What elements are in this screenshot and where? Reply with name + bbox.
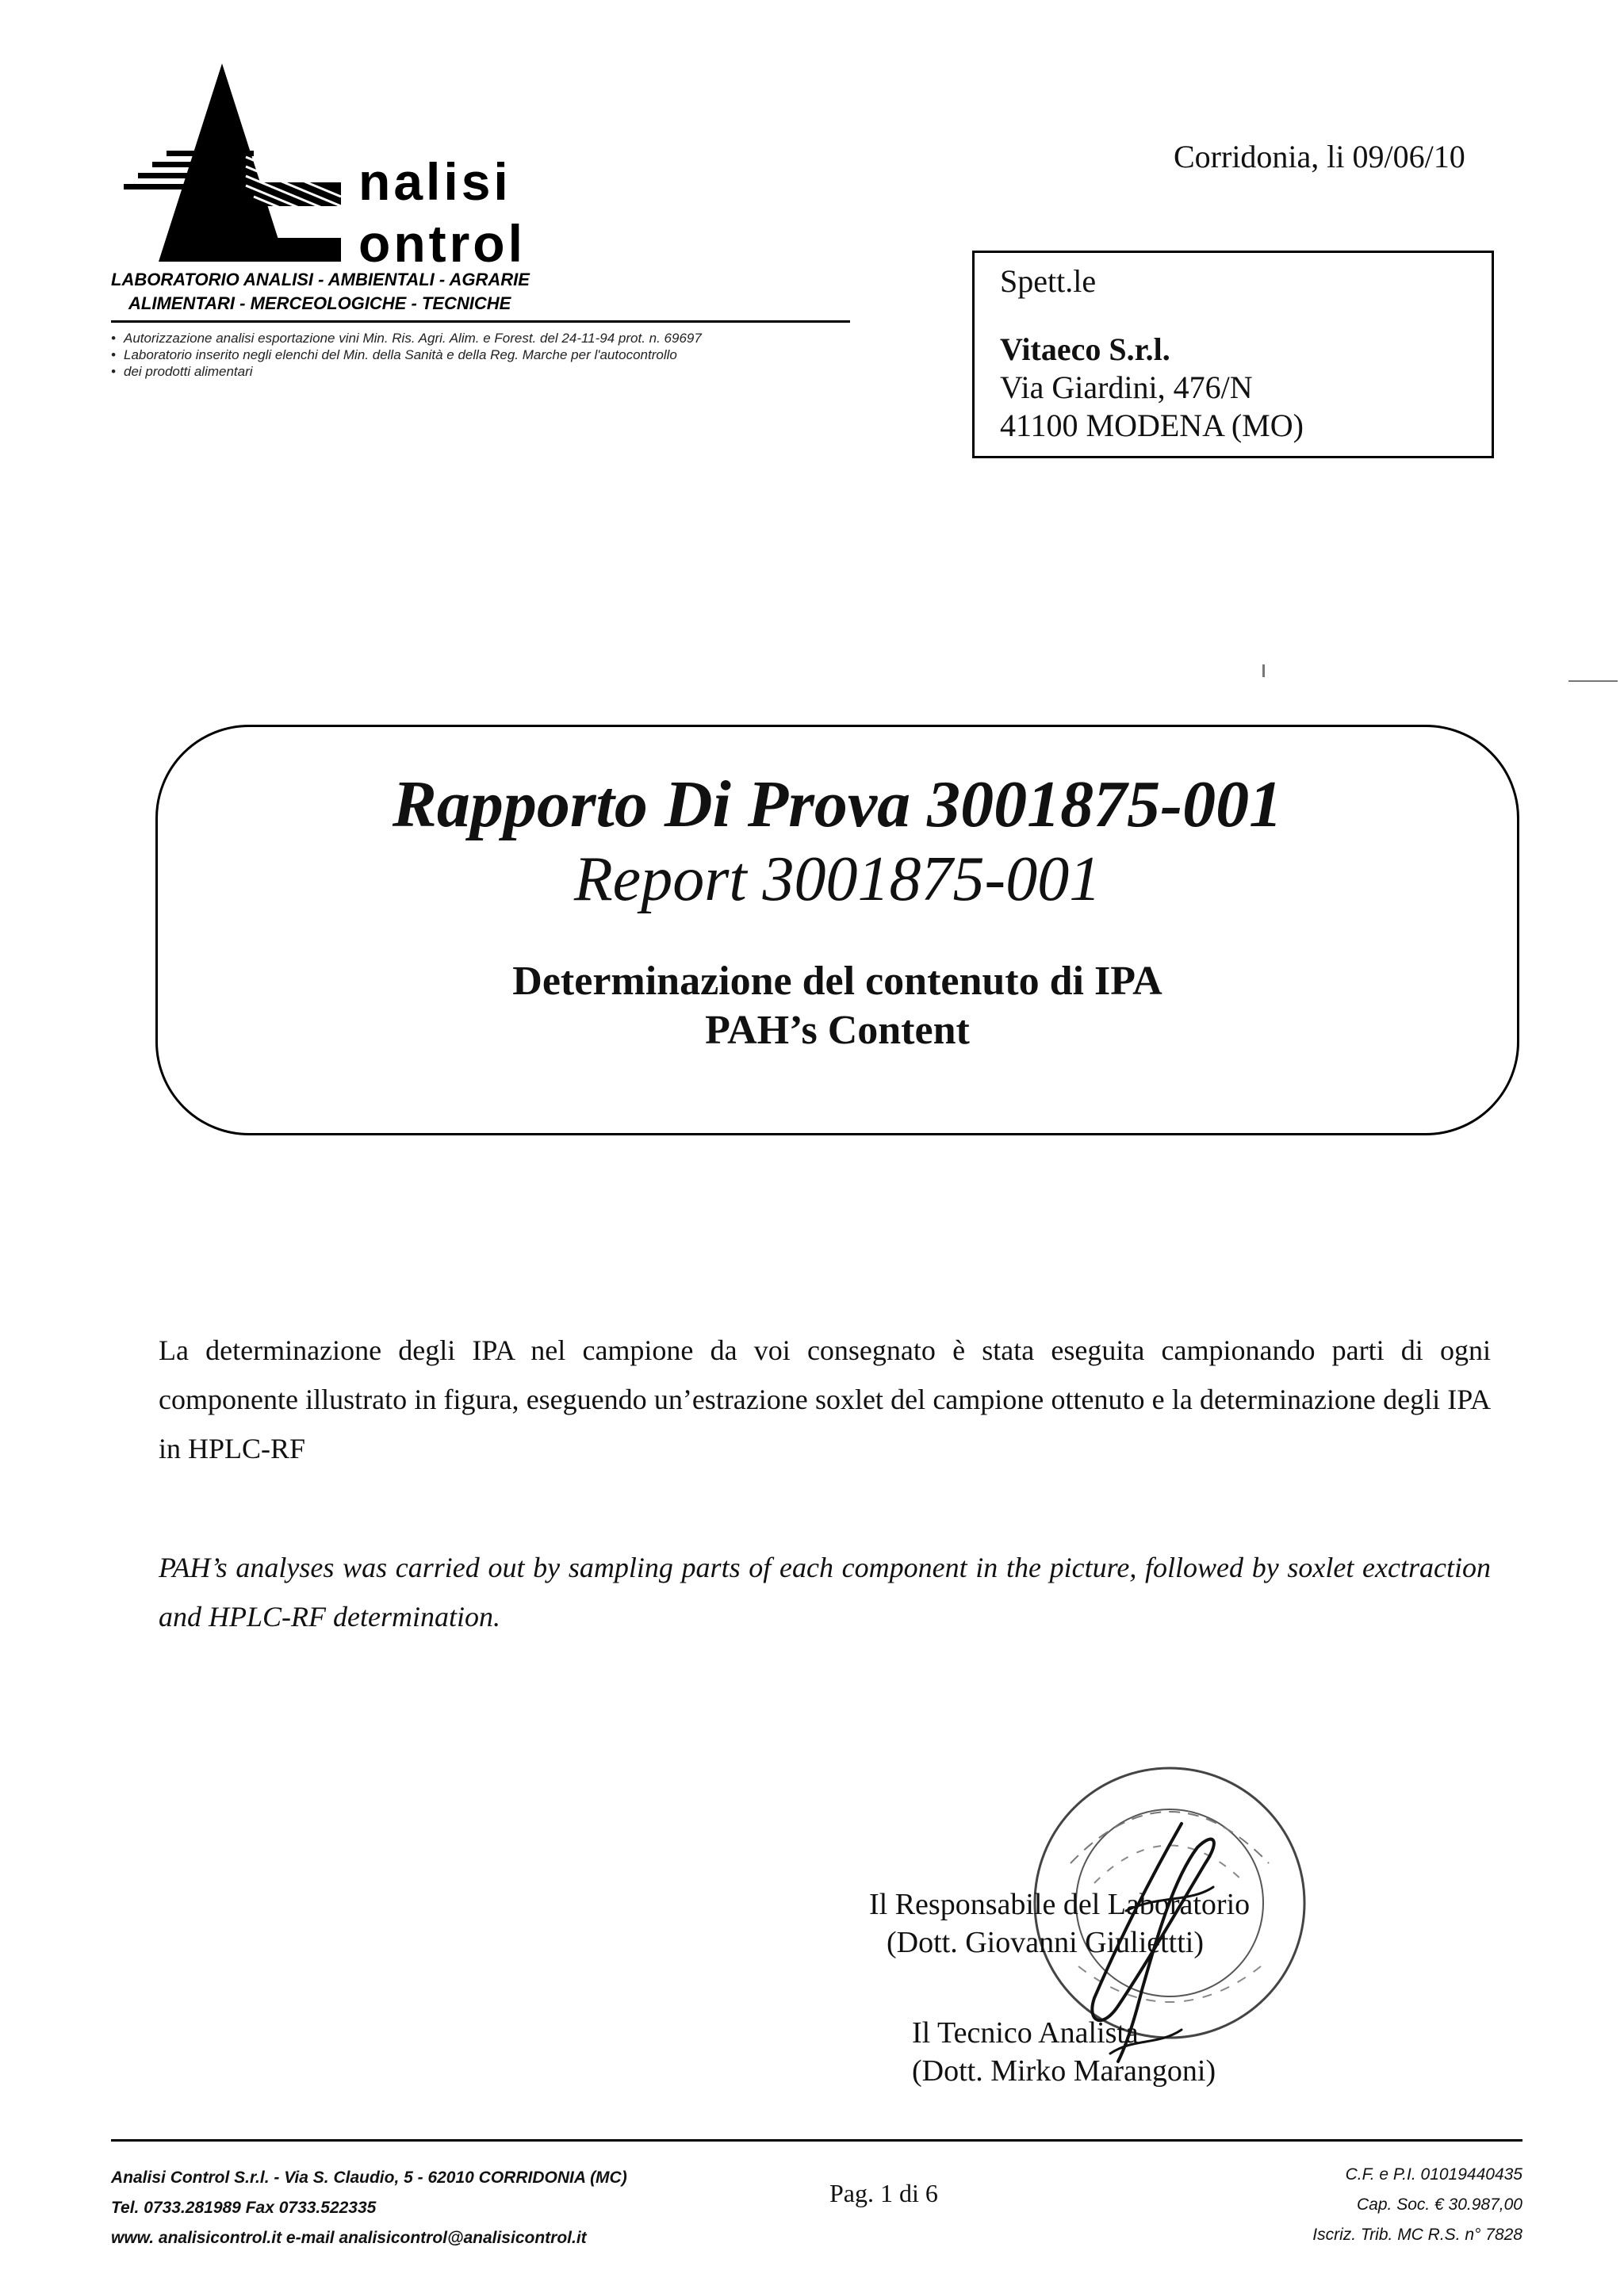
- technician-role: Il Tecnico Analista: [912, 2016, 1139, 2050]
- authorization-list: [111, 330, 872, 380]
- lab-description: [111, 268, 619, 316]
- footer-registry: Iscriz. Trib. MC R.S. n° 7828: [1312, 2226, 1522, 2244]
- footer-tax-id: C.F. e P.I. 01019440435: [1345, 2165, 1522, 2184]
- footer-company-address: Analisi Control S.r.l. - Via S. Claudio, 5 - 62010 CORRIDONIA (MC): [111, 2169, 627, 2187]
- lab-responsible-name: (Dott. Giovanni Giuliettti): [887, 1926, 1205, 1959]
- page-number: Pag. 1 di 6: [829, 2179, 938, 2207]
- method-paragraph-italian: La determinazione degli IPA nel campione da voi consegnato è stata eseguita campionando parti di ogni componente illustrato in figura, eseguendo un’estrazione soxlet del campione ottenuto e la determinazione degli IPA in HPLC-RF: [159, 1334, 1491, 1464]
- place-date: Corridonia, li 09/06/10: [1174, 139, 1465, 174]
- authorization-item: • dei prodotti alimentari: [111, 363, 872, 380]
- company-logo: [103, 63, 595, 285]
- scan-mark: [1262, 664, 1265, 677]
- footer-web-email: www. analisicontrol.it e-mail analisicontrol@analisicontrol.it: [111, 2229, 587, 2247]
- addressee-street: Via Giardini, 476/N: [1000, 369, 1253, 405]
- report-title-panel: [155, 725, 1519, 1135]
- salutation: Spett.le: [1000, 263, 1097, 299]
- lab-name-line2: ALIMENTARI - MERCEOLOGICHE - TECNICHE: [128, 293, 511, 313]
- authorization-item: • Laboratorio inserito negli elenchi del Min. della Sanità e della Reg. Marche per l'autocontrollo: [111, 346, 872, 363]
- authorization-item: • Autorizzazione analisi esportazione vini Min. Ris. Agri. Alim. e Forest. del 24-11-94 prot. n. 69697: [111, 330, 872, 346]
- addressee-city: 41100 MODENA (MO): [1000, 408, 1304, 443]
- technician-name: (Dott. Mirko Marangoni): [912, 2054, 1216, 2088]
- logo-text-line2: ontrol: [358, 214, 526, 273]
- report-subtitle-english: PAH’s Content: [705, 1008, 970, 1053]
- footer-divider: [111, 2139, 1522, 2142]
- method-paragraph-english: PAH’s analyses was carried out by sampling parts of each component in the picture, followed by soxlet exctraction and HPLC-RF determination.: [159, 1552, 1491, 1633]
- footer-legal-info: [1237, 2160, 1522, 2250]
- header-divider: [111, 320, 850, 323]
- logo-text-line1: nalisi: [358, 152, 511, 211]
- footer-company-info: [111, 2163, 825, 2253]
- addressee-company: Vitaeco S.r.l.: [1000, 331, 1170, 367]
- report-title-italian: Rapporto Di Prova 3001875-001: [392, 768, 1283, 841]
- lab-responsible-role: Il Responsabile del Laboratorio: [869, 1888, 1251, 1921]
- report-subtitle-italian: Determinazione del contenuto di IPA: [512, 959, 1162, 1004]
- report-title-english: Report 3001875-001: [573, 844, 1101, 914]
- addressee-box: [972, 251, 1494, 458]
- handwritten-signature: [1023, 1816, 1308, 2069]
- scan-mark: [1568, 680, 1618, 682]
- lab-name-line1: LABORATORIO ANALISI - AMBIENTALI - AGRARIE: [111, 270, 530, 289]
- footer-capital: Cap. Soc. € 30.987,00: [1357, 2195, 1522, 2214]
- footer-phone-fax: Tel. 0733.281989 Fax 0733.522335: [111, 2199, 377, 2217]
